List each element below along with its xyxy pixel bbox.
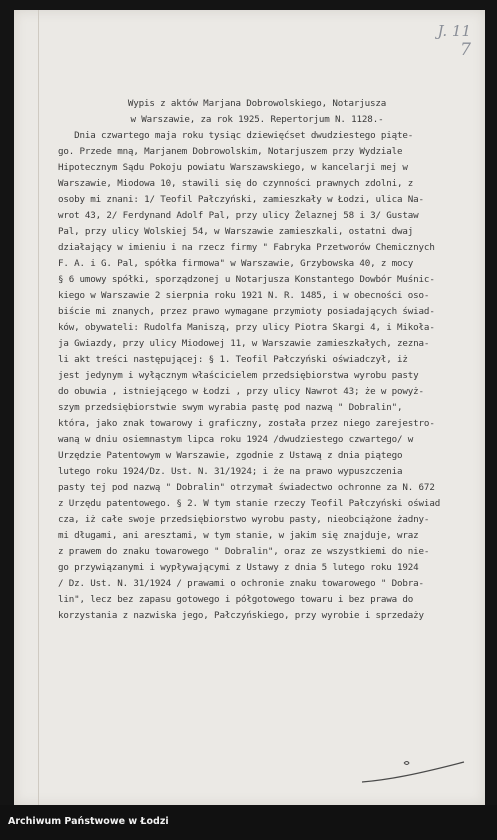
text-line: z prawem do znaku towarowego " Dobralin", oraz ze wszystkiemi do nie- [58,546,430,557]
text-line: Pal, przy ulicy Wolskiej 54, w Warszawie zamieszkali, ostatni dwaj [58,226,414,237]
text-line: mi długami, ani aresztami, w tym stanie, w jakim się znajduje, wraz [58,530,419,541]
text-line: pasty tej pod nazwą " Dobralin" otrzymał świadectwo ochronne za N. 672 [58,482,435,493]
text-line: do obuwia , istniejącego w Łodzi , przy ulicy Nawrot 43; że w powyż- [58,386,424,397]
text-line: Urzędzie Patentowym w Warszawie, zgodnie z Ustawą z dnia piątego [58,450,403,461]
document-body [58,128,468,624]
text-line: wrot 43, 2/ Ferdynand Adolf Pal, przy ulicy Żelaznej 58 i 3/ Gustaw [58,210,419,221]
margin-line [38,10,39,805]
text-line: lutego roku 1924/Dz. Ust. N. 31/1924; i że na prawo wypuszczenia [58,466,403,477]
text-line: go przywiązanymi i wypływającymi z Ustawy z dnia 5 lutego roku 1924 [58,562,419,573]
archive-notations [438,24,471,60]
text-line: korzystania z nazwiska jego, Pałczyńskiego, przy wyrobie i sprzedaży [58,610,424,621]
pencil-note-page: 7 [460,39,471,60]
text-line: waną w dniu osiemnastym lipca roku 1924 /dwudziestego czwartego/ w [58,434,414,445]
text-line: jest jedynym i wyłącznym właścicielem przedsiębiorstwa wyrobu pasty [58,370,419,381]
text-line: Hipotecznym Sądu Pokoju powiatu Warszawskiego, w kancelarji mej w [58,162,408,173]
text-line: działający w imieniu i na rzecz firmy " Fabryka Przetworów Chemicznych [58,242,435,253]
archive-label: Archiwum Państwowe w Łodzi [8,816,169,827]
text-line: szym przedsiębiorstwie swym wyrabia pastę pod nazwą " Dobralin", [58,402,403,413]
text-line: kiego w Warszawie 2 sierpnia roku 1921 N. R. 1485, i w obecności oso- [58,290,430,301]
text-line: biście mi znanych, przez prawo wymagane przymioty posiadających świad- [58,306,435,317]
text-line: § 6 umowy spółki, sporządzonej u Notarjusza Konstantego Dowbór Muśnic- [58,274,435,285]
text-line: ków, obywateli: Rudolfa Maniszą, przy ulicy Piotra Skargi 4, i Mikoła- [58,322,435,333]
text-line: Dnia czwartego maja roku tysiąc dziewięćset dwudziestego piąte- [58,130,414,141]
archive-footer [0,805,497,840]
text-line: li akt treści następującej: § 1. Teofil Pałczyński oświadczył, iż [58,354,408,365]
text-line: cza, iż całe swoje przedsiębiorstwo wyrobu pasty, nieobciążone żadny- [58,514,430,525]
title-line: Wypis z aktów Marjana Dobrowolskiego, Notarjusza [127,98,387,109]
text-line: go. Przede mną, Marjanem Dobrowolskim, Notarjuszem przy Wydziale [58,146,403,157]
signature-mark [358,754,468,790]
text-line: osoby mi znani: 1/ Teofil Pałczyński, zamieszkały w Łodzi, ulica Na- [58,194,424,205]
document-page [14,10,485,805]
pencil-note-signature: J. 11 [437,22,471,40]
text-line: ja Gwiazdy, przy ulicy Miodowej 11, w Warszawie zamieszkałych, zezna- [58,338,430,349]
title-line: w Warszawie, za rok 1925. Repertorjum N. 1128.- [130,114,384,125]
text-line: z Urzędu patentowego. § 2. W tym stanie rzeczy Teofil Pałczyński oświad [58,498,441,509]
document-text [58,96,468,624]
text-line: / Dz. Ust. N. 31/1924 / prawami o ochronie znaku towarowego " Dobra- [58,578,424,589]
text-line: lin", lecz bez zapasu gotowego i półgotowego towaru i bez prawa do [58,594,414,605]
text-line: która, jako znak towarowy i graficzny, została przez niego zarejestro- [58,418,435,429]
document-title [58,96,468,128]
text-line: Warszawie, Miodowa 10, stawili się do czynności prawnych zdolni, z [58,178,414,189]
text-line: F. A. i G. Pal, spółka firmowa" w Warszawie, Grzybowska 40, z mocy [58,258,414,269]
